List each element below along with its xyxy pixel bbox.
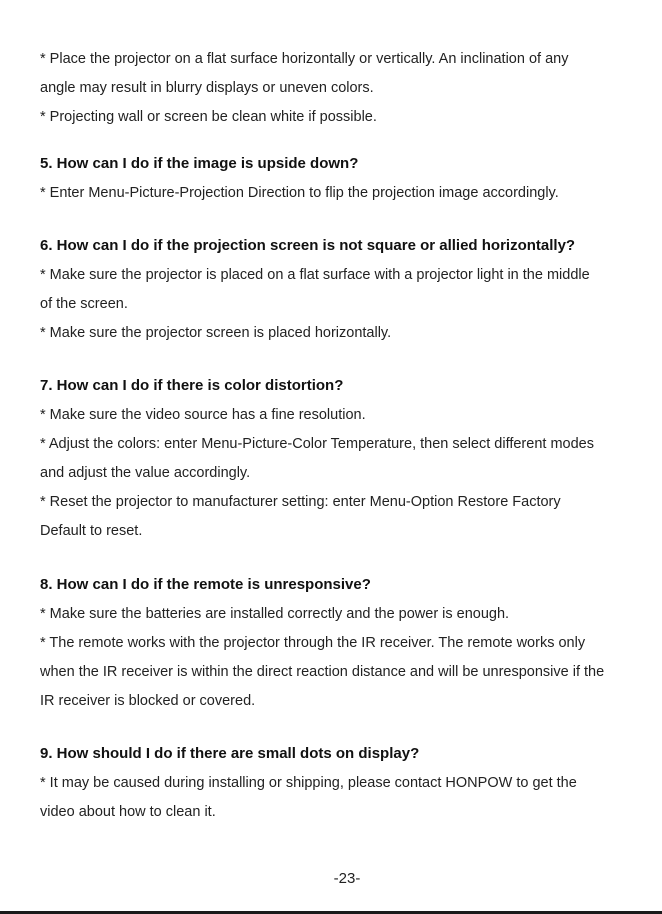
paragraph-line: * Enter Menu-Picture-Projection Direction to flip the projection image accordingly.: [40, 185, 559, 201]
paragraph-line: angle may result in blurry displays or uneven colors.: [40, 80, 374, 96]
faq-heading-8: 8. How can I do if the remote is unresponsive?: [40, 576, 371, 593]
faq-heading-5: 5. How can I do if the image is upside down?: [40, 155, 359, 172]
page-number: -23-: [333, 870, 361, 887]
paragraph-line: * It may be caused during installing or shipping, please contact HONPOW to get the: [40, 775, 577, 791]
paragraph-line: when the IR receiver is within the direct reaction distance and will be unresponsive if the: [40, 664, 605, 680]
faq-heading-9: 9. How should I do if there are small dots on display?: [40, 745, 420, 762]
paragraph-line: Default to reset.: [40, 523, 143, 539]
paragraph-line: * Projecting wall or screen be clean white if possible.: [40, 109, 377, 125]
paragraph-line: * Make sure the projector is placed on a flat surface with a projector light in the middle: [40, 267, 590, 283]
paragraph-line: * Adjust the colors: enter Menu-Picture-Color Temperature, then select different modes: [40, 436, 594, 452]
paragraph-line: * Make sure the video source has a fine resolution.: [40, 407, 366, 423]
faq-heading-7: 7. How can I do if there is color distortion?: [40, 377, 344, 394]
paragraph-line: * The remote works with the projector through the IR receiver. The remote works only: [40, 635, 586, 651]
paragraph-line: IR receiver is blocked or covered.: [40, 693, 256, 709]
paragraph-line: * Make sure the projector screen is placed horizontally.: [40, 325, 392, 341]
paragraph-line: video about how to clean it.: [40, 804, 216, 820]
paragraph-line: * Make sure the batteries are installed correctly and the power is enough.: [40, 606, 510, 622]
paragraph-line: of the screen.: [40, 296, 128, 312]
paragraph-line: and adjust the value accordingly.: [40, 465, 251, 481]
faq-heading-6: 6. How can I do if the projection screen is not square or allied horizontally?: [40, 237, 576, 254]
paragraph-line: * Place the projector on a flat surface horizontally or vertically. An inclination of any: [40, 51, 569, 67]
paragraph-line: * Reset the projector to manufacturer setting: enter Menu-Option Restore Factory: [40, 494, 561, 510]
